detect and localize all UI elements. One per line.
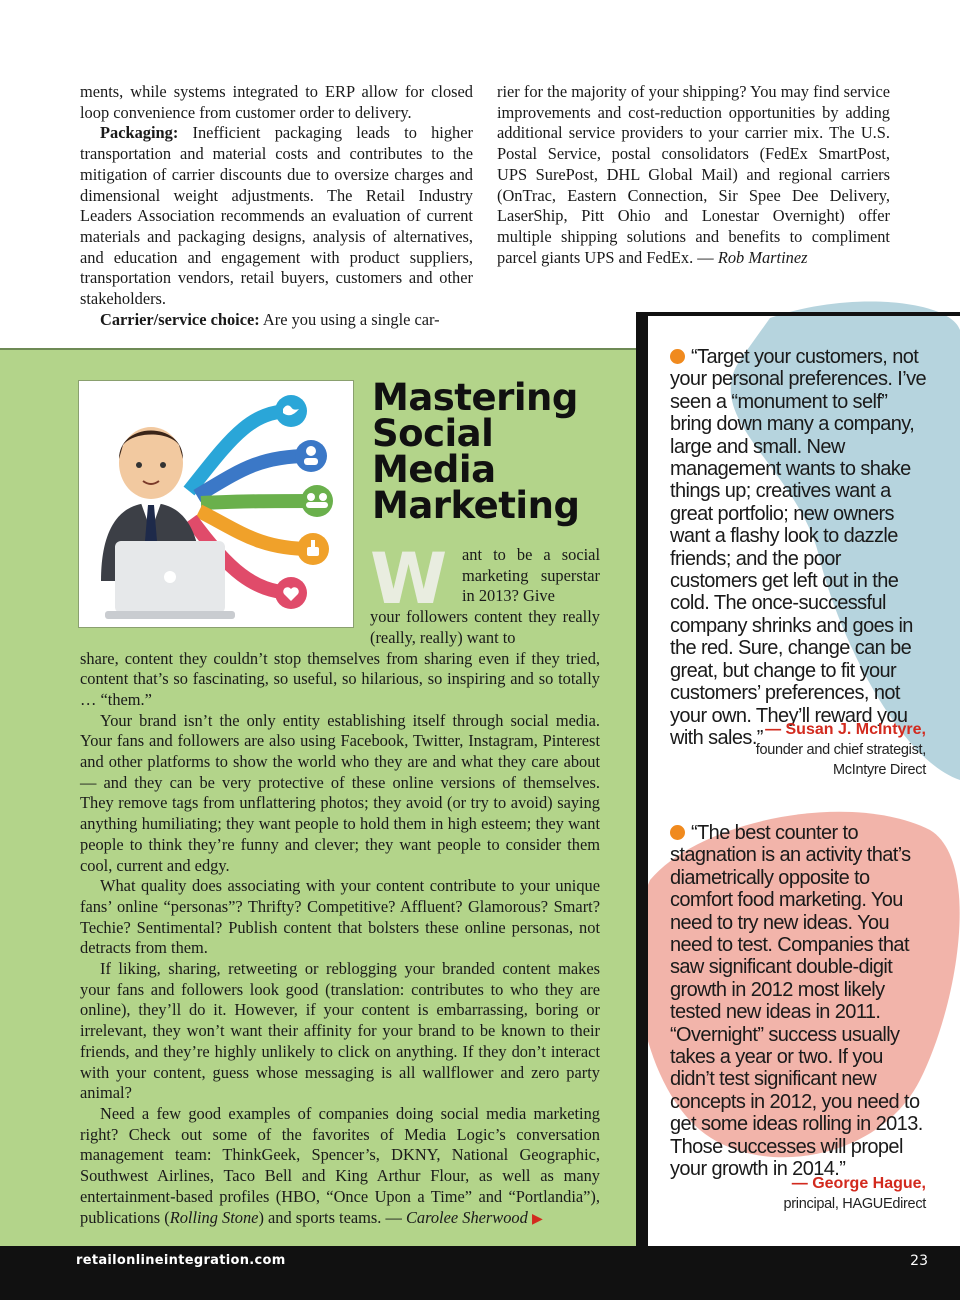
article-paragraph-3: What quality does associating with your content contribute to your unique fans’ online “personas”? Thrifty? Competitive? Affluent? Glamorous? Smart? Techie? Sentimental? Publish content that bolsters these online personas, not detracts from them.	[80, 876, 600, 958]
feature-article	[80, 538, 600, 1229]
attribution-role: principal, HAGUEdirect	[783, 1196, 926, 1212]
right-paragraph	[497, 82, 890, 268]
attribution-role: founder and chief strategist,	[755, 742, 926, 758]
intro-first-lines: ant to be a social marketing superstar in 2013? Give	[462, 545, 600, 606]
right-paragraph-text: rier for the majority of your shipping? You may find service improvements and cost-reduction opportunities by adding additional service providers to your carrier mix. The U.S. Postal Service, postal consolidators (FedEx SmartPost, UPS SurePost, DHL Global Mail) and regional carriers (OnTrac, Eastern Connection, Sir Spee Dee Delivery, LaserShip, Pitt Ohio and Lonestar Overnight) offer multiple shipping solutions and benefits to compliment parcel giants UPS and FedEx. —	[497, 82, 890, 267]
twitter-bird-icon	[275, 395, 307, 427]
headline-line: Media	[372, 448, 496, 491]
carrier-lead: Carrier/service choice:	[100, 309, 260, 329]
left-paragraph-1: ments, while systems integrated to ERP allow for closed loop convenience from customer order to delivery.	[80, 82, 473, 122]
p5-text-a: Need a few good examples of companies doing social media marketing right? Check out some of the favorites of Media Logic’s conversation management team: ThinkGeek, Spencer’s, DKNY, National Geographic, Southwest Airlines, Taco Bell and King Arthur Flour, as well as many entertainment-based profiles (HBO, “Once Upon a Time” and “Portlandia”), publications (	[80, 1103, 600, 1227]
sidebar-top-rule	[636, 312, 960, 316]
article-paragraph-2: Your brand isn’t the only entity establishing itself through social media. Your fans and followers are also using Facebook, Twitter, Instagram, Pinterest and other platforms to show the world who they are and what they care about — and they can be very protective of these online versions of themselves. They remove tags from unflattering photos; they avoid (or try to avoid) saying anything humiliating; they want people to hold them in high esteem; they want people to think they’re funny and clever; they want people to consider them cool, current and edgy.	[80, 710, 600, 875]
right-column	[497, 82, 890, 268]
person-icon	[295, 440, 327, 472]
page-number: 23	[910, 1253, 928, 1269]
quote-mcintyre	[670, 346, 932, 749]
right-author: Rob Martinez	[717, 247, 808, 267]
headline-line: Marketing	[372, 484, 580, 527]
footer-url: retailonlineintegration.com	[76, 1253, 286, 1268]
intro-second-lines: your followers content they really (really, really) want to	[370, 607, 600, 647]
article-author: Carolee Sherwood	[405, 1207, 528, 1227]
packaging-lead: Packaging:	[100, 123, 179, 143]
article-paragraph-4: If liking, sharing, retweeting or reblogging your branded content makes your fans and followers look good (translation: contributes to who they are online), they’ll do it. However, if your content is embarrassing, boring or irrelevant, they won’t want their affinity for your brand to be known to their friends, and they’re highly unlikely to click on anything. If they don’t interact with your content, guess whose messaging is all wallflower and zero party animal?	[80, 959, 600, 1103]
quote-hague-attribution	[784, 1174, 926, 1214]
drop-cap: W	[370, 538, 448, 620]
publication-name: Rolling Stone	[169, 1207, 259, 1227]
quote-text: “The best counter to stagnation is an activity that’s diametrically opposite to comfort food marketing. You need to try new ideas. You need to test. Companies that saw significant double-digit growth in 2012 most likely tested new ideas in 2011. “Overnight” success usually takes a year or two. If you didn’t test significant new concepts in 2012, you need to get some ideas rolling in 2013. Those successes will propel your growth in 2014.”	[670, 822, 923, 1181]
p5-text-b: ) and sports teams. —	[258, 1207, 406, 1227]
sidebar-rule	[636, 312, 648, 1246]
continue-arrow-icon: ▶	[531, 1210, 543, 1227]
quote-text: “Target your customers, not your personal preferences. I’ve seen a “monument to self” bring down many a company, large and small. New management wants to shake things up; creatives want a great portfolio; new owners want a flashy look to dazzle friends; and the poor customers get left out in the cold. The once-successful company shrinks and goes in the red. Sure, change can be great, but change to fit your customers’ preferences, not your own. They’ll reward you with sales.”	[670, 346, 926, 749]
headline-line: Social	[372, 412, 494, 455]
carrier-text: Are you using a single car-	[259, 309, 440, 329]
carrier-paragraph	[80, 310, 473, 331]
intro-continued: share, content they couldn’t stop themselves from sharing even if they tried, content that’s so fascinating, so useful, so hilarious, so inspiring and so totally … “them.”	[80, 648, 600, 709]
attribution-name: — George Hague,	[791, 1175, 926, 1192]
left-column	[80, 82, 473, 330]
packaging-paragraph	[80, 123, 473, 309]
packaging-text: Inefficient packaging leads to higher transportation and material costs and contributes to the mitigation of carrier discounts due to oversize charges and dimensional weight adjustments. The Retail Industry Leaders Association recommends an evaluation of current materials and packaging designs, analysis of alternatives, and education and engagement with product suppliers, transportation vendors, retail buyers, customers and other stakeholders.	[80, 123, 473, 309]
article-paragraph-5	[80, 1104, 600, 1229]
quote-mcintyre-attribution	[756, 720, 926, 780]
feature-headline	[372, 376, 622, 527]
quote-hague	[670, 822, 928, 1181]
group-icon	[301, 485, 333, 517]
bullet-dot-icon	[670, 825, 685, 840]
attribution-company: McIntyre Direct	[833, 762, 926, 778]
attribution-name: — Susan J. McIntyre,	[765, 721, 926, 738]
headline-line: Mastering	[372, 376, 578, 419]
bullet-dot-icon	[670, 349, 685, 364]
feature-divider	[0, 348, 636, 350]
